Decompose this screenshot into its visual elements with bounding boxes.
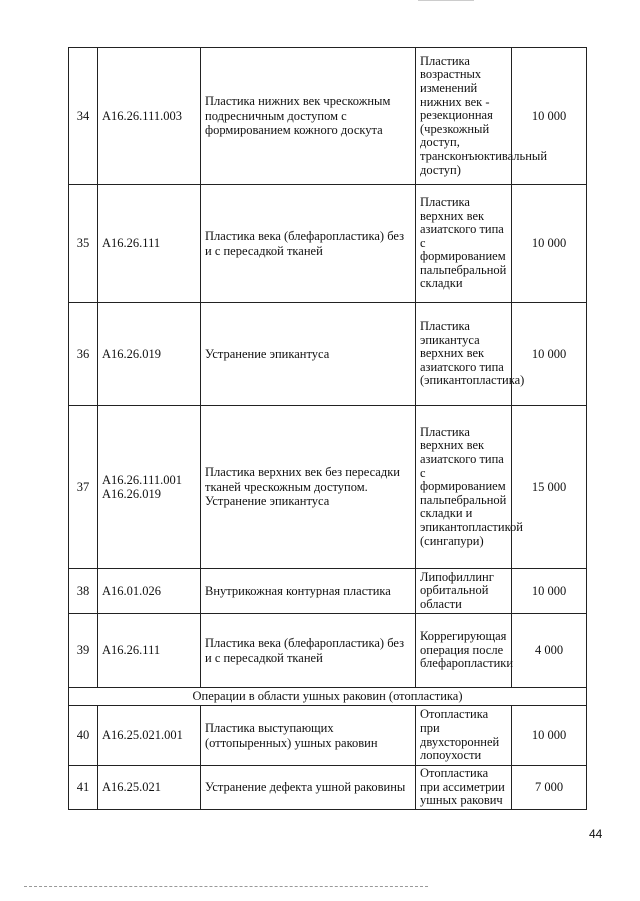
scan-artifact <box>418 0 474 1</box>
service-name: Внутрикожная контурная пластика <box>201 569 416 614</box>
price-table <box>68 47 587 810</box>
service-name: Пластика верхних век без пересадки тканей чрескожным доступом. Устранение эпикантуса <box>201 406 416 569</box>
service-description: Пластика верхних век азиатского типа с формированием пальпебральной складки <box>416 185 512 303</box>
table-row <box>69 706 587 766</box>
service-code: А16.26.111 <box>98 185 201 303</box>
service-code: А16.26.019 <box>98 303 201 406</box>
service-code: А16.26.111 <box>98 614 201 688</box>
table-row <box>69 303 587 406</box>
service-description: Пластика верхних век азиатского типа с формированием пальпебральной складки и эпикантопластикой (сингапури) <box>416 406 512 569</box>
service-description: Пластика возрастных изменений нижних век - резекционная (чрезкожный доступ, трансконъюктивальный доступ) <box>416 48 512 185</box>
service-price: 10 000 <box>512 185 587 303</box>
table-row <box>69 48 587 185</box>
service-name: Устранение дефекта ушной раковины <box>201 766 416 810</box>
service-price: 7 000 <box>512 766 587 810</box>
table-row <box>69 614 587 688</box>
service-price: 10 000 <box>512 48 587 185</box>
service-description: Отопластика при ассиметрии ушных ракович <box>416 766 512 810</box>
table-row <box>69 406 587 569</box>
row-number: 35 <box>69 185 98 303</box>
service-code: А16.25.021.001 <box>98 706 201 766</box>
table-row <box>69 569 587 614</box>
service-description: Коррегирующая операция после блефаропластики <box>416 614 512 688</box>
service-name: Пластика века (блефаропластика) без и с пересадкой тканей <box>201 185 416 303</box>
row-number: 39 <box>69 614 98 688</box>
service-name: Пластика выступающих (оттопыренных) ушных раковин <box>201 706 416 766</box>
row-number: 36 <box>69 303 98 406</box>
row-number: 34 <box>69 48 98 185</box>
service-name: Пластика нижних век чрескожным подресничным доступом с формированием кожного доскута <box>201 48 416 185</box>
row-number: 40 <box>69 706 98 766</box>
section-row <box>69 688 587 706</box>
service-code: А16.26.111.003 <box>98 48 201 185</box>
service-code: А16.01.026 <box>98 569 201 614</box>
service-code: А16.25.021 <box>98 766 201 810</box>
service-description: Отопластика при двухсторонней лопоухости <box>416 706 512 766</box>
service-price: 10 000 <box>512 706 587 766</box>
service-price: 10 000 <box>512 303 587 406</box>
page-number: 44 <box>589 827 603 841</box>
service-price: 4 000 <box>512 614 587 688</box>
footer-divider <box>24 886 428 887</box>
row-number: 38 <box>69 569 98 614</box>
service-description: Липофиллинг орбитальной области <box>416 569 512 614</box>
row-number: 41 <box>69 766 98 810</box>
table-row <box>69 766 587 810</box>
row-number: 37 <box>69 406 98 569</box>
service-description: Пластика эпикантуса верхних век азиатского типа (эпикантопластика) <box>416 303 512 406</box>
service-name: Устранение эпикантуса <box>201 303 416 406</box>
service-price: 15 000 <box>512 406 587 569</box>
service-name: Пластика века (блефаропластика) без и с пересадкой тканей <box>201 614 416 688</box>
table-row <box>69 185 587 303</box>
section-heading: Операции в области ушных раковин (отопластика) <box>69 688 587 706</box>
service-price: 10 000 <box>512 569 587 614</box>
service-code: А16.26.111.001 А16.26.019 <box>98 406 201 569</box>
